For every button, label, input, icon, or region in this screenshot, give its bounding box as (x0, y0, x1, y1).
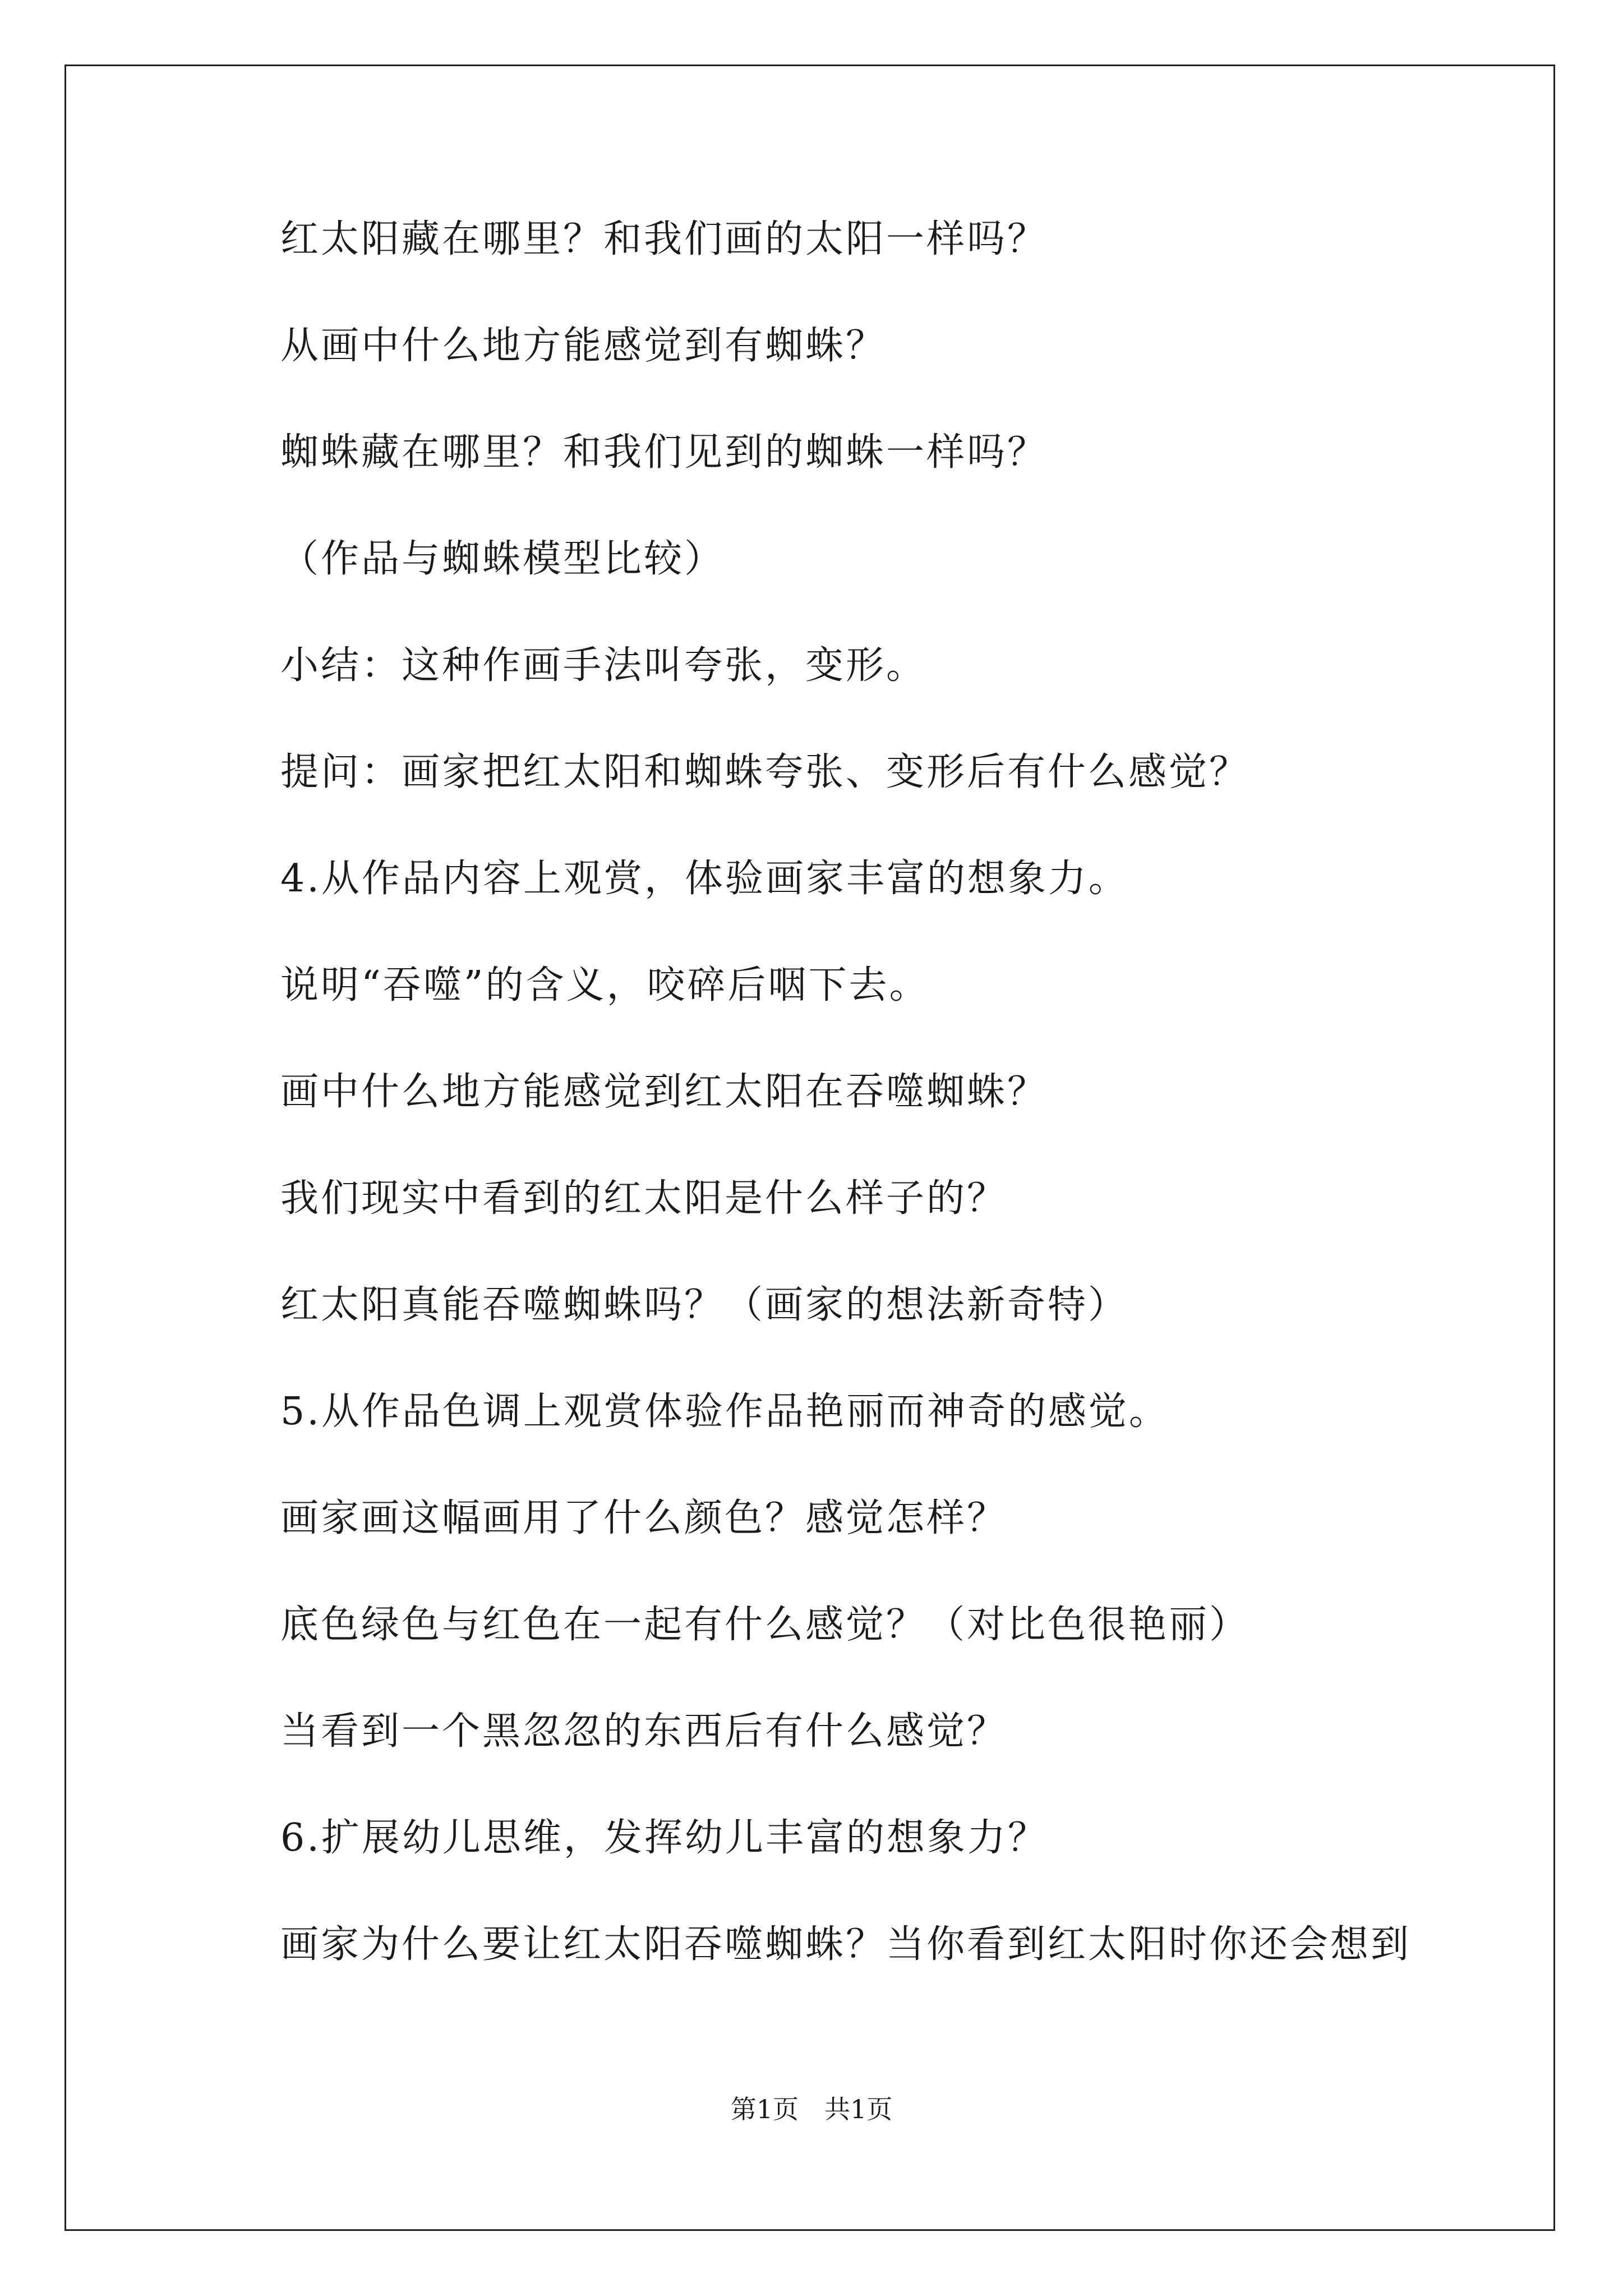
text-line: 5.从作品色调上观赏体验作品艳丽而神奇的感觉。 (280, 1389, 1169, 1434)
page-footer: 第1页 共1页 (730, 2094, 893, 2124)
text-line: 画家为什么要让红太阳吞噬蜘蛛？当你看到红太阳时你还会想到 (280, 1922, 1412, 1967)
text-line: 小结：这种作画手法叫夸张，变形。 (280, 643, 927, 688)
text-line: 蜘蛛藏在哪里？和我们见到的蜘蛛一样吗？ (280, 430, 1048, 475)
text-line: 画中什么地方能感觉到红太阳在吞噬蜘蛛？ (280, 1070, 1048, 1114)
text-line: 我们现实中看到的红太阳是什么样子的？ (280, 1176, 1008, 1221)
text-line: 红太阳真能吞噬蜘蛛吗？（画家的想法新奇特） (280, 1283, 1129, 1327)
text-line: （作品与蜘蛛模型比较） (280, 537, 725, 581)
text-line: 4.从作品内容上观赏，体验画家丰富的想象力。 (280, 857, 1129, 901)
text-line: 提问：画家把红太阳和蜘蛛夸张、变形后有什么感觉？ (280, 750, 1250, 794)
text-line: 说明“吞噬”的含义，咬碎后咽下去。 (280, 963, 930, 1007)
text-line: 当看到一个黑忽忽的东西后有什么感觉？ (280, 1709, 1008, 1754)
text-line: 画家画这幅画用了什么颜色？感觉怎样？ (280, 1496, 1008, 1540)
text-line: 6.扩展幼儿思维，发挥幼儿丰富的想象力？ (280, 1816, 1048, 1860)
text-line: 从画中什么地方能感觉到有蜘蛛？ (280, 324, 887, 368)
text-line: 底色绿色与红色在一起有什么感觉？（对比色很艳丽） (280, 1603, 1250, 1647)
document-body (280, 213, 1492, 2025)
text-line: 红太阳藏在哪里？和我们画的太阳一样吗？ (280, 217, 1048, 261)
